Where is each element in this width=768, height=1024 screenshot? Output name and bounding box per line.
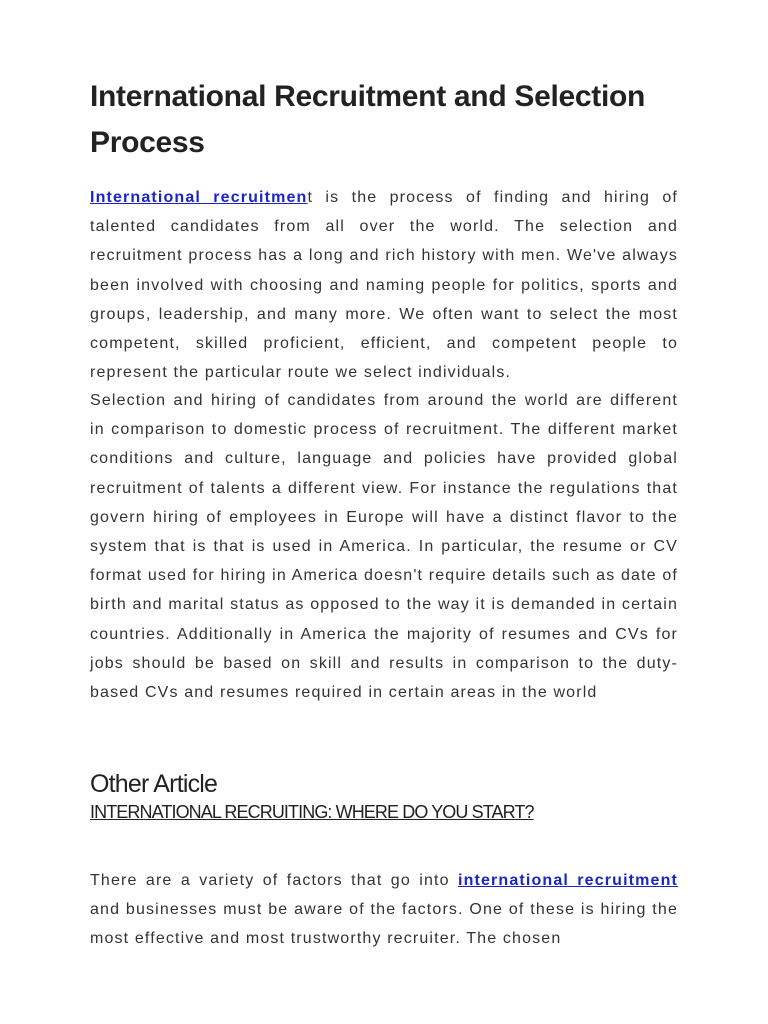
article-title: International Recruitment and Selection Process	[90, 80, 646, 159]
intro-paragraph-text: is the process of finding and hiring of talented candidates from all over the world. The selection and recruitment process has a long and rich history with men. We've always been involved with choosing and naming people for politics, sports and groups, leadership, and many more. We often want to select the most competent, skilled proficient, efficient, and competent people to represent the particular route we select individuals.	[90, 189, 679, 382]
other-article-paragraph	[90, 866, 678, 954]
selection-paragraph: Selection and hiring of candidates from around the world are different in comparison to domestic process of recruitment. The different market conditions and culture, language and policies have provided global recruitment of talents a different view. For instance the regulations that govern hiring of employees in Europe will have a distinct flavor to the system that is that is used in America. In particular, the resume or CV format used for hiring in America doesn't require details such as date of birth and marital status as opposed to the way it is demanded in certain countries. Additionally in America the majority of resumes and CVs for jobs should be based on skill and results in comparison to the duty-based CVs and resumes required in certain areas in the world	[90, 392, 678, 702]
link-tail-text: t	[307, 189, 314, 206]
other-article-heading: Other Article	[90, 770, 218, 798]
other-paragraph-lead: There are a variety of factors that go into	[90, 872, 458, 889]
intro-paragraph	[90, 183, 678, 387]
international-recruitment-inline-link[interactable]: international recruitment	[458, 872, 678, 889]
other-paragraph-rest: and businesses must be aware of the factors. One of these is hiring the most effective and most trustworthy recruiter. The chosen	[90, 901, 678, 948]
international-recruitment-link[interactable]: International recruitmen	[90, 189, 308, 206]
international-recruiting-article-link[interactable]: INTERNATIONAL RECRUITING: WHERE DO YOU START?	[90, 802, 534, 822]
